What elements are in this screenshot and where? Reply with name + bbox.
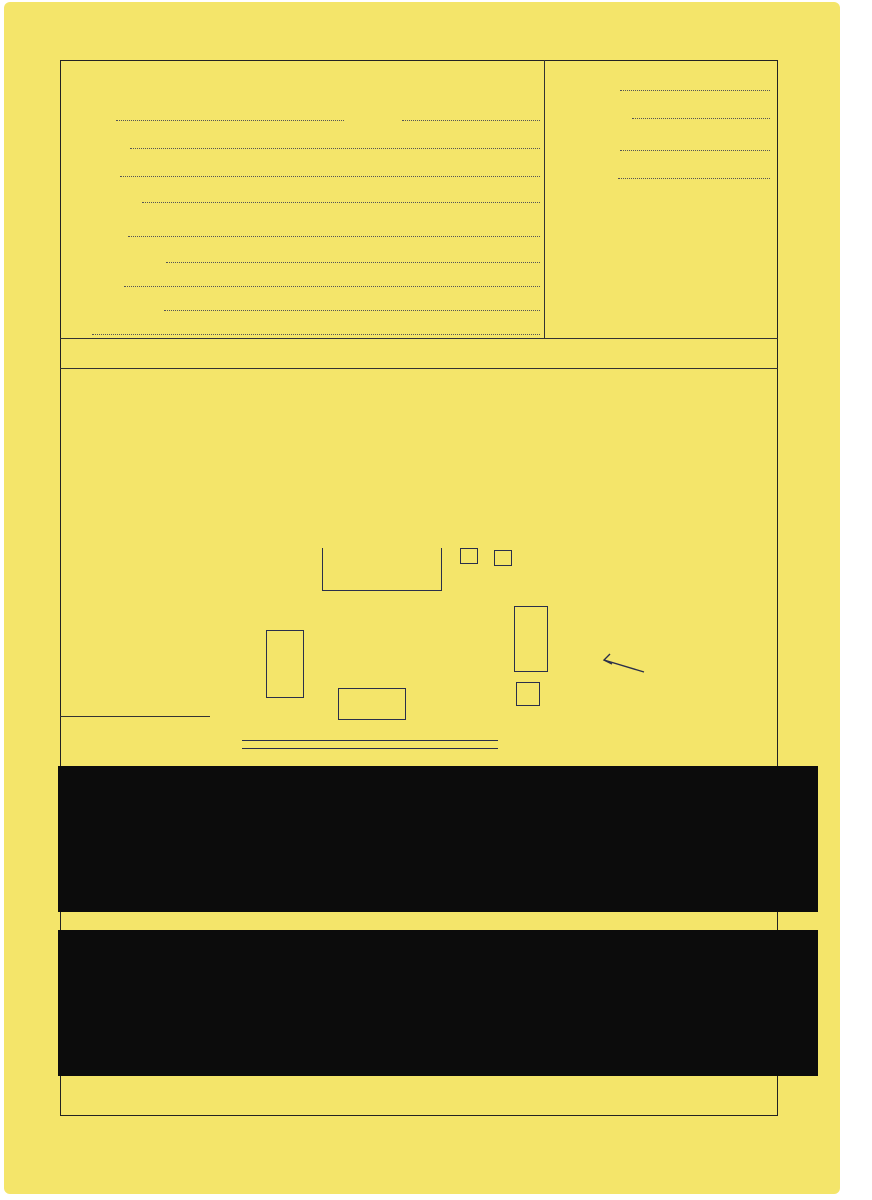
sketch-building-iii [322,548,442,591]
contact-strip-2 [58,930,818,1076]
inv-datum-line [620,90,770,91]
sketch-line-1 [242,740,498,741]
contact-strip-1 [58,766,818,912]
socken-line [116,120,344,121]
agare-line [60,716,210,717]
ritningar-line [124,286,540,287]
sketch-building-v [460,548,478,564]
arkiv-line [164,310,540,311]
sketch-building-vi [494,550,512,566]
table-header-line [60,368,778,369]
ek-kart-line [620,150,770,151]
filmnummer-line [632,118,770,119]
sketch-building-small [516,682,540,706]
kommun-line [402,120,540,121]
sketch-building-ii [514,606,548,672]
sketch-building-i [338,688,406,720]
inventory-card [4,2,840,1194]
fastighet-line [130,148,540,149]
litt-line [92,334,540,335]
north-arrow-icon [600,652,650,678]
gardsnamn-line [142,202,540,203]
koordinat-line [618,178,770,179]
panel-divider [544,60,545,338]
table-top-line [60,338,778,339]
anl-line [128,236,540,237]
arkitekt-line [120,176,540,177]
sketch-line-2 [242,748,498,749]
uppgift-line [166,262,540,263]
sketch-building-iv [266,630,304,698]
